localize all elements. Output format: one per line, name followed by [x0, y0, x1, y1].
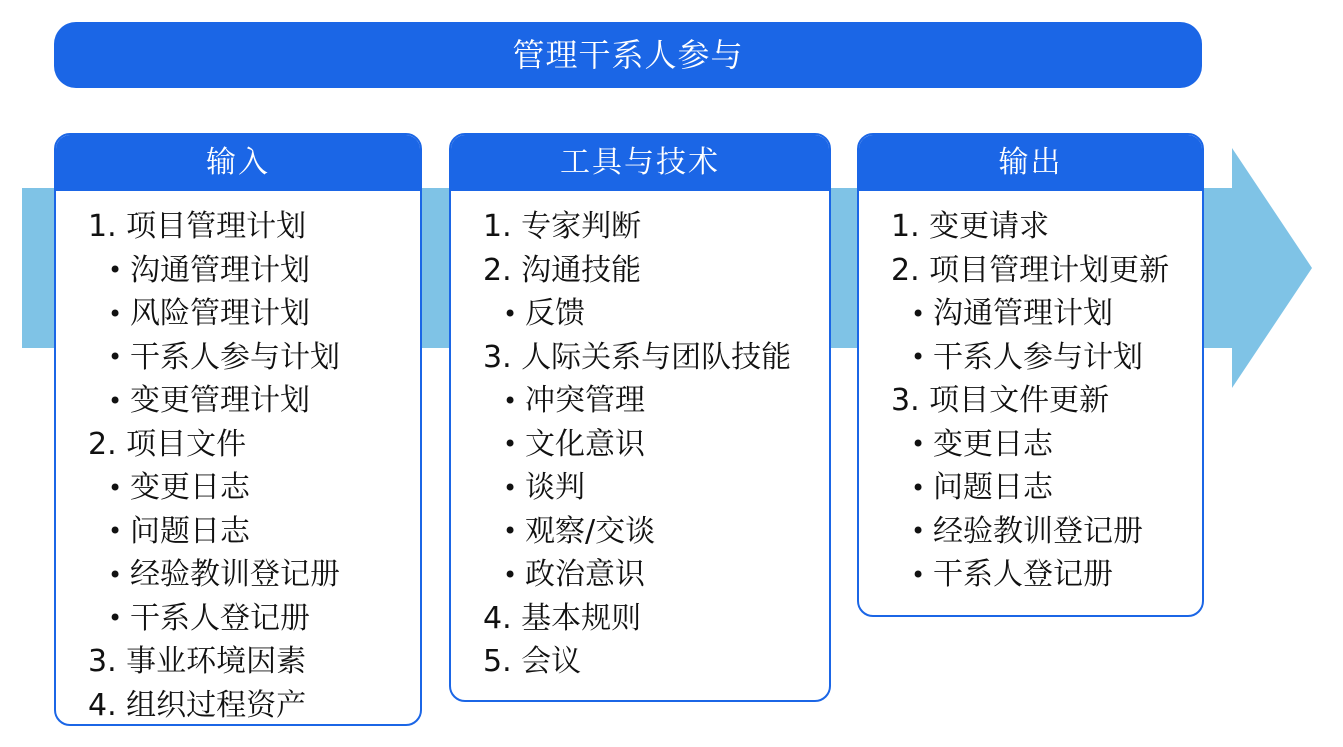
outputs-header: 输出	[859, 135, 1202, 191]
numbered-item: 4. 组织过程资产	[88, 687, 307, 723]
bullet-item: • 变更日志	[891, 423, 1202, 467]
bullet-item: • 沟通管理计划	[88, 249, 420, 293]
numbered-item: 2. 沟通技能	[483, 252, 642, 288]
tools-header: 工具与技术	[451, 135, 829, 191]
bullet-item: • 干系人登记册	[891, 553, 1202, 597]
numbered-item: 2. 项目管理计划更新	[891, 252, 1170, 288]
process-title: 管理干系人参与	[54, 22, 1202, 88]
bullet-item: • 沟通管理计划	[891, 292, 1202, 336]
numbered-item: 3. 人际关系与团队技能	[483, 339, 792, 375]
bullet-item: • 政治意识	[483, 553, 829, 597]
inputs-header: 输入	[56, 135, 420, 191]
tools-panel	[449, 133, 831, 702]
bullet-item: • 观察/交谈	[483, 510, 829, 554]
outputs-list	[859, 191, 1202, 597]
bullet-item: • 问题日志	[88, 510, 420, 554]
bullet-item: • 经验教训登记册	[88, 553, 420, 597]
bullet-item: • 变更管理计划	[88, 379, 420, 423]
bullet-item: • 问题日志	[891, 466, 1202, 510]
numbered-item: 3. 项目文件更新	[891, 383, 1110, 418]
bullet-item: • 干系人参与计划	[88, 336, 420, 380]
numbered-item: 1. 项目管理计划	[88, 209, 307, 244]
inputs-list	[56, 191, 420, 726]
bullet-item: • 经验教训登记册	[891, 510, 1202, 554]
bullet-item: • 风险管理计划	[88, 292, 420, 336]
bullet-item: • 干系人登记册	[88, 597, 420, 641]
numbered-item: 1. 变更请求	[891, 209, 1050, 244]
bullet-item: • 冲突管理	[483, 379, 829, 423]
numbered-item: 1. 专家判断	[483, 209, 642, 244]
inputs-panel	[54, 133, 422, 726]
bullet-item: • 变更日志	[88, 466, 420, 510]
numbered-item: 4. 基本规则	[483, 600, 642, 636]
bullet-item: • 文化意识	[483, 423, 829, 467]
bullet-item: • 反馈	[483, 292, 829, 336]
numbered-item: 2. 项目文件	[88, 426, 247, 462]
bullet-item: • 干系人参与计划	[891, 336, 1202, 380]
tools-list	[451, 191, 829, 684]
numbered-item: 5. 会议	[483, 644, 582, 679]
numbered-item: 3. 事业环境因素	[88, 644, 307, 679]
bullet-item: • 谈判	[483, 466, 829, 510]
outputs-panel	[857, 133, 1204, 617]
